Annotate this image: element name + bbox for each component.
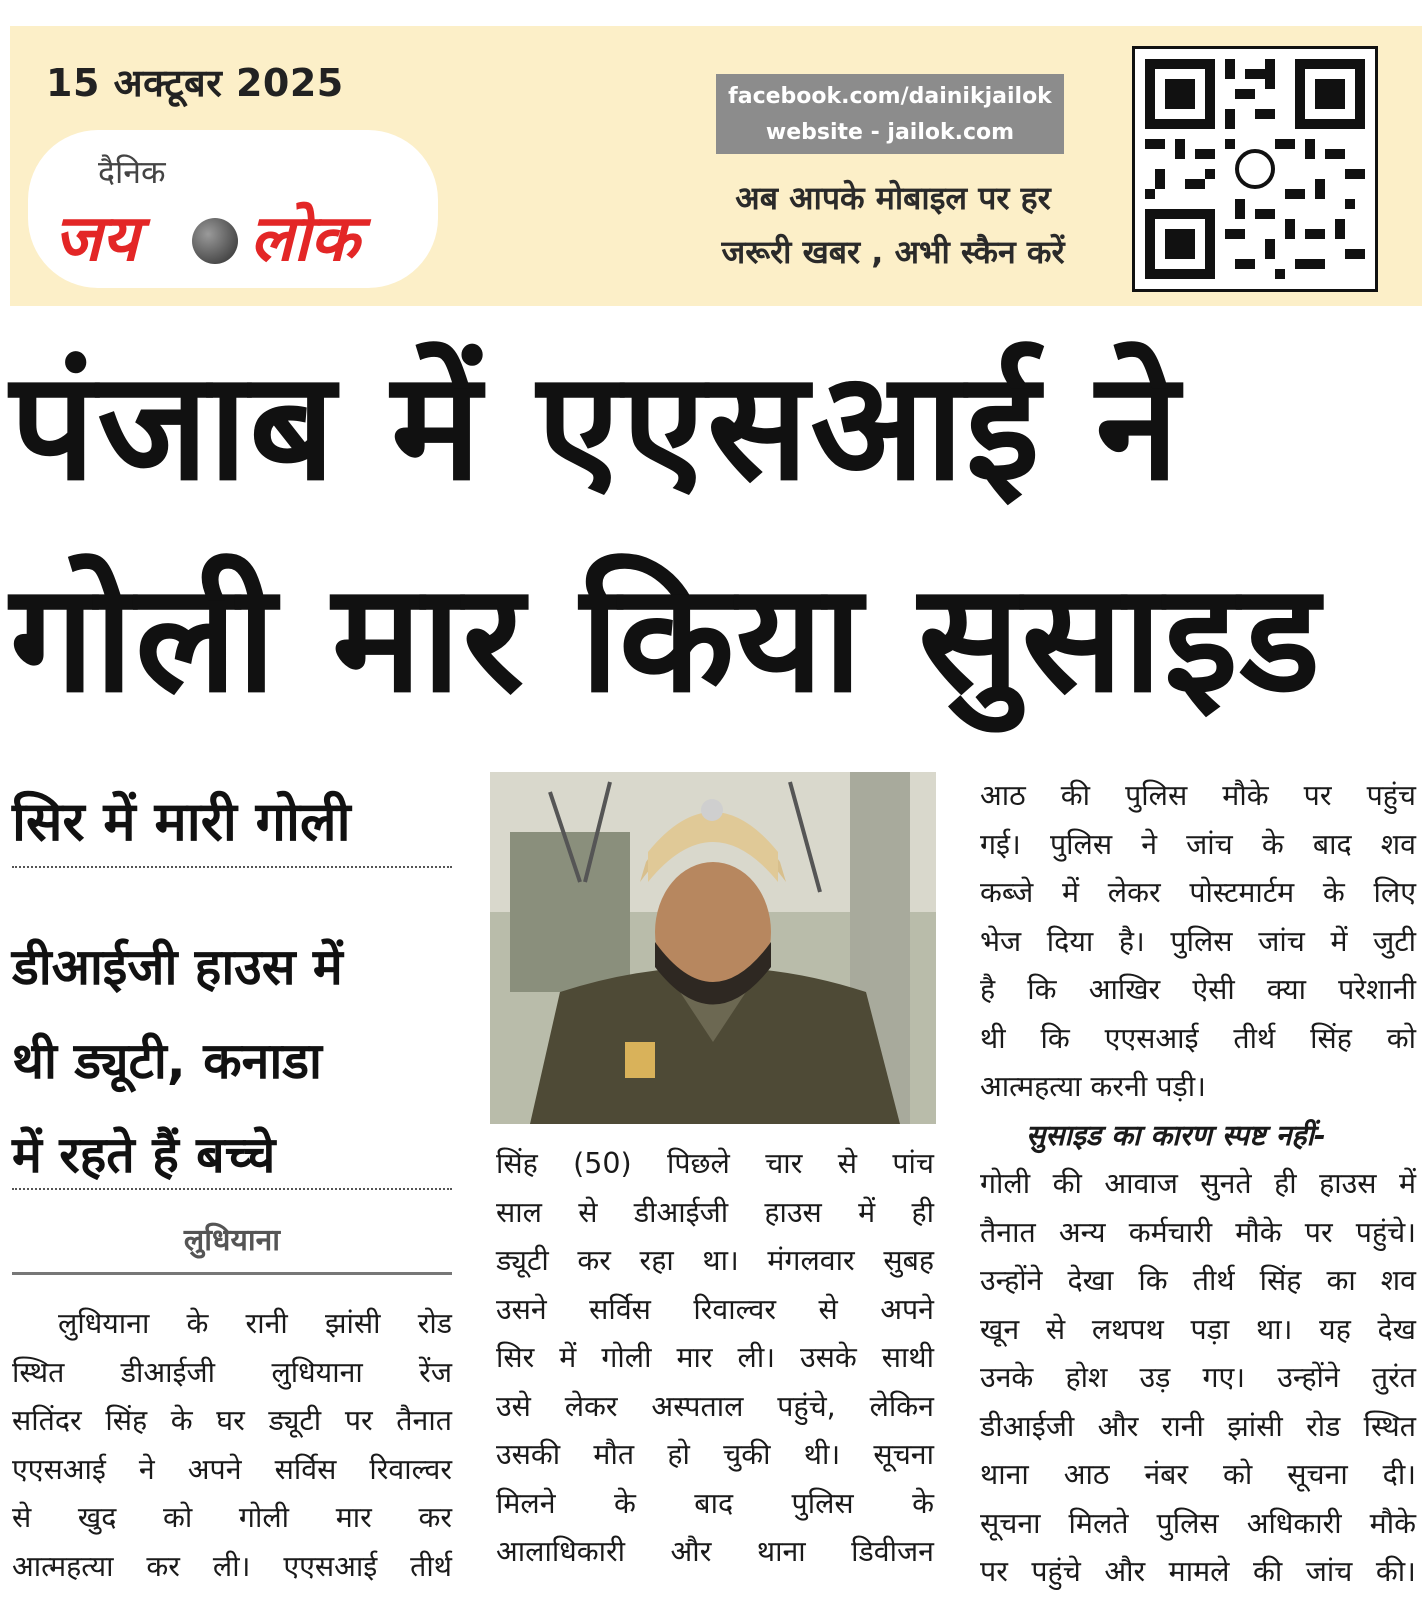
globe-icon — [192, 218, 238, 264]
text-line: सिर में गोली मार ली। उसके साथी — [496, 1341, 934, 1374]
text-line: साल से डीआईजी हाउस में ही — [496, 1195, 934, 1229]
article-column-1 — [12, 1300, 452, 1591]
logo-lok-text: लोक — [250, 202, 360, 276]
text-line: मिलने के बाद पुलिस के — [496, 1486, 934, 1520]
article-column-3 — [980, 772, 1416, 1597]
divider-dotted — [12, 866, 452, 868]
qr-code[interactable] — [1132, 46, 1378, 292]
text-line: सतिंदर सिंह के घर ड्यूटी पर तैनात — [12, 1404, 452, 1437]
text-line: से खुद को गोली मार कर — [12, 1501, 452, 1534]
divider-solid — [12, 1272, 452, 1275]
text-line: भेज दिया है। पुलिस जांच में जुटी — [980, 924, 1416, 958]
article-column-2 — [496, 1140, 934, 1577]
issue-date: 15 अक्टूबर 2025 — [46, 61, 344, 105]
text-line: लुधियाना के रानी झांसी रोड — [58, 1307, 452, 1340]
website-link[interactable]: website - jailok.com — [765, 120, 1015, 145]
subhead-second-line: थी ड्यूटी, कनाडा — [12, 1032, 323, 1090]
scan-prompt-line-2: जरूरी खबर , अभी स्कैन करें — [721, 233, 1065, 271]
text-line: उसने सर्विस रिवाल्वर से अपने — [496, 1292, 934, 1326]
facebook-link[interactable]: facebook.com/dainikjailok — [728, 84, 1052, 109]
text-line: स्थित डीआईजी लुधियाना रेंज — [12, 1355, 452, 1389]
text-line: आलाधिकारी और थाना डिवीजन — [496, 1535, 934, 1568]
text-line: है कि आखिर ऐसी क्या परेशानी — [980, 973, 1416, 1006]
text-line: गई। पुलिस ने जांच के बाद शव — [980, 827, 1416, 861]
newspaper-logo[interactable] — [28, 130, 438, 288]
text-line: खून से लथपथ पड़ा था। यह देख — [980, 1312, 1416, 1346]
text-line: उन्होंने देखा कि तीर्थ सिंह का शव — [980, 1264, 1416, 1297]
subhead-second-line: डीआईजी हाउस में — [12, 938, 343, 996]
logo-jay-text: जय — [54, 202, 139, 276]
text-line: आठ की पुलिस मौके पर पहुंच — [980, 779, 1416, 812]
text-line: पर पहुंचे और मामले की जांच की। — [980, 1555, 1416, 1588]
section-subhead: सुसाइड का कारण स्पष्ट नहीं- — [1026, 1118, 1326, 1152]
headline-line-2: गोली मार किया सुसाइड — [10, 552, 1322, 726]
text-line: थाना आठ नंबर को सूचना दी। — [980, 1458, 1416, 1491]
headline-line-1: पंजाब में एएसआई ने — [10, 340, 1181, 514]
officer-portrait-image — [490, 772, 936, 1124]
text-line: एएसआई ने अपने सर्विस रिवाल्वर — [12, 1452, 452, 1486]
text-line: थी कि एएसआई तीर्थ सिंह को — [980, 1021, 1416, 1055]
masthead — [10, 26, 1422, 306]
logo-dainik-text: दैनिक — [98, 153, 166, 191]
text-line: कब्जे में लेकर पोस्टमार्टम के लिए — [980, 876, 1416, 909]
text-line: सूचना मिलते पुलिस अधिकारी मौके — [980, 1506, 1416, 1540]
text-line: उसे लेकर अस्पताल पहुंचे, लेकिन — [496, 1389, 934, 1423]
dateline: लुधियाना — [183, 1223, 281, 1258]
subhead-first: सिर में मारी गोली — [12, 790, 351, 853]
text-line: गोली की आवाज सुनते ही हाउस में — [980, 1167, 1416, 1200]
social-links-box — [716, 74, 1064, 154]
text-line: ड्यूटी कर रहा था। मंगलवार सुबह — [496, 1244, 934, 1277]
subhead-second — [12, 920, 452, 1202]
text-line: तैनात अन्य कर्मचारी मौके पर पहुंचे। — [980, 1215, 1416, 1249]
subhead-second-line: में रहते हैं बच्चे — [12, 1126, 276, 1184]
text-line: आत्महत्या कर ली। एएसआई तीर्थ — [12, 1549, 452, 1583]
whatsapp-icon — [1235, 149, 1275, 189]
text-line: उसकी मौत हो चुकी थी। सूचना — [496, 1438, 934, 1471]
text-line: उनके होश उड़ गए। उन्होंने तुरंत — [980, 1361, 1416, 1394]
text-line: आत्महत्या करनी पड़ी। — [980, 1070, 1206, 1103]
text-line: सिंह (50) पिछले चार से पांच — [496, 1147, 934, 1180]
divider-dotted — [12, 1188, 452, 1190]
asi-photo — [490, 772, 936, 1124]
scan-prompt-line-1: अब आपके मोबाइल पर हर — [735, 179, 1051, 217]
text-line: डीआईजी और रानी झांसी रोड स्थित — [980, 1409, 1416, 1443]
